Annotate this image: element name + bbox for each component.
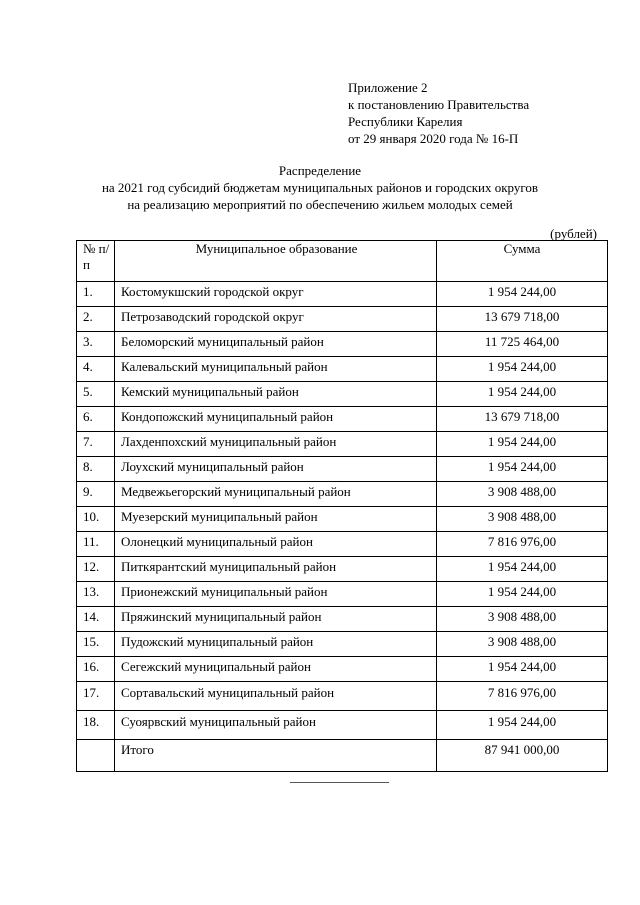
appendix-block [348, 79, 529, 147]
table-row [77, 632, 608, 657]
row-num: 18. [77, 711, 115, 740]
table-row [77, 282, 608, 307]
header-sum: Сумма [437, 241, 608, 282]
row-sum: 1 954 244,00 [437, 582, 608, 607]
row-num: 8. [77, 457, 115, 482]
table-row [77, 657, 608, 682]
appendix-line: к постановлению Правительства [348, 97, 530, 112]
row-name: Кондопожский муниципальный район [115, 407, 437, 432]
table-row [77, 482, 608, 507]
row-num: 14. [77, 607, 115, 632]
row-sum: 1 954 244,00 [437, 357, 608, 382]
table-row [77, 711, 608, 740]
row-sum: 1 954 244,00 [437, 432, 608, 457]
row-name: Лахденпохский муниципальный район [115, 432, 437, 457]
row-name: Медвежьегорский муниципальный район [115, 482, 437, 507]
row-sum: 3 908 488,00 [437, 482, 608, 507]
title-line: на реализацию мероприятий по обеспечению жильем молодых семей [127, 197, 513, 212]
row-sum: 3 908 488,00 [437, 607, 608, 632]
row-num: 9. [77, 482, 115, 507]
row-name: Прионежский муниципальный район [115, 582, 437, 607]
row-name: Калевальский муниципальный район [115, 357, 437, 382]
total-sum: 87 941 000,00 [437, 740, 608, 772]
end-divider [290, 782, 389, 783]
title-line: Распределение [278, 163, 362, 178]
row-name: Олонецкий муниципальный район [115, 532, 437, 557]
table-row [77, 332, 608, 357]
row-sum: 1 954 244,00 [437, 282, 608, 307]
row-num: 2. [77, 307, 115, 332]
title-line: на 2021 год субсидий бюджетам муниципальных районов и городских округов [101, 180, 539, 195]
appendix-line: Республики Карелия [348, 114, 463, 129]
row-num: 10. [77, 507, 115, 532]
table-row [77, 607, 608, 632]
row-name: Муезерский муниципальный район [115, 507, 437, 532]
header-name: Муниципальное образование [115, 241, 437, 282]
row-sum: 3 908 488,00 [437, 632, 608, 657]
row-num: 15. [77, 632, 115, 657]
document-title [60, 162, 580, 213]
row-num: 1. [77, 282, 115, 307]
row-sum: 13 679 718,00 [437, 307, 608, 332]
row-num: 13. [77, 582, 115, 607]
row-sum: 1 954 244,00 [437, 557, 608, 582]
row-num: 5. [77, 382, 115, 407]
row-num: 3. [77, 332, 115, 357]
row-name: Питкярантский муниципальный район [115, 557, 437, 582]
row-name: Сортавальский муниципальный район [115, 682, 437, 711]
row-name: Пряжинский муниципальный район [115, 607, 437, 632]
table-row [77, 382, 608, 407]
row-num: 12. [77, 557, 115, 582]
row-name: Беломорский муниципальный район [115, 332, 437, 357]
row-name: Суоярвский муниципальный район [115, 711, 437, 740]
table-row [77, 682, 608, 711]
table-row [77, 307, 608, 332]
row-sum: 1 954 244,00 [437, 711, 608, 740]
row-num: 6. [77, 407, 115, 432]
row-name: Сегежский муниципальный район [115, 657, 437, 682]
appendix-line: от 29 января 2020 года № 16-П [348, 131, 519, 146]
table-row [77, 432, 608, 457]
table-header-row [77, 241, 608, 282]
row-num: 11. [77, 532, 115, 557]
row-sum: 13 679 718,00 [437, 407, 608, 432]
table-total-row [77, 740, 608, 772]
total-num [77, 740, 115, 772]
units-label: (рублей) [550, 226, 597, 241]
appendix-line: Приложение 2 [348, 80, 428, 95]
table-row [77, 357, 608, 382]
row-num: 17. [77, 682, 115, 711]
row-sum: 1 954 244,00 [437, 382, 608, 407]
row-sum: 7 816 976,00 [437, 532, 608, 557]
row-num: 16. [77, 657, 115, 682]
row-name: Лоухский муниципальный район [115, 457, 437, 482]
table-row [77, 407, 608, 432]
row-sum: 3 908 488,00 [437, 507, 608, 532]
table-row [77, 507, 608, 532]
total-label: Итого [115, 740, 437, 772]
row-sum: 7 816 976,00 [437, 682, 608, 711]
row-name: Костомукшский городской округ [115, 282, 437, 307]
row-num: 4. [77, 357, 115, 382]
table-row [77, 532, 608, 557]
table-row [77, 557, 608, 582]
row-sum: 1 954 244,00 [437, 457, 608, 482]
row-name: Пудожский муниципальный район [115, 632, 437, 657]
row-sum: 11 725 464,00 [437, 332, 608, 357]
header-num: № п/п [77, 241, 115, 282]
row-sum: 1 954 244,00 [437, 657, 608, 682]
row-name: Кемский муниципальный район [115, 382, 437, 407]
distribution-table [76, 240, 608, 772]
table-row [77, 582, 608, 607]
row-name: Петрозаводский городской округ [115, 307, 437, 332]
table-row [77, 457, 608, 482]
row-num: 7. [77, 432, 115, 457]
